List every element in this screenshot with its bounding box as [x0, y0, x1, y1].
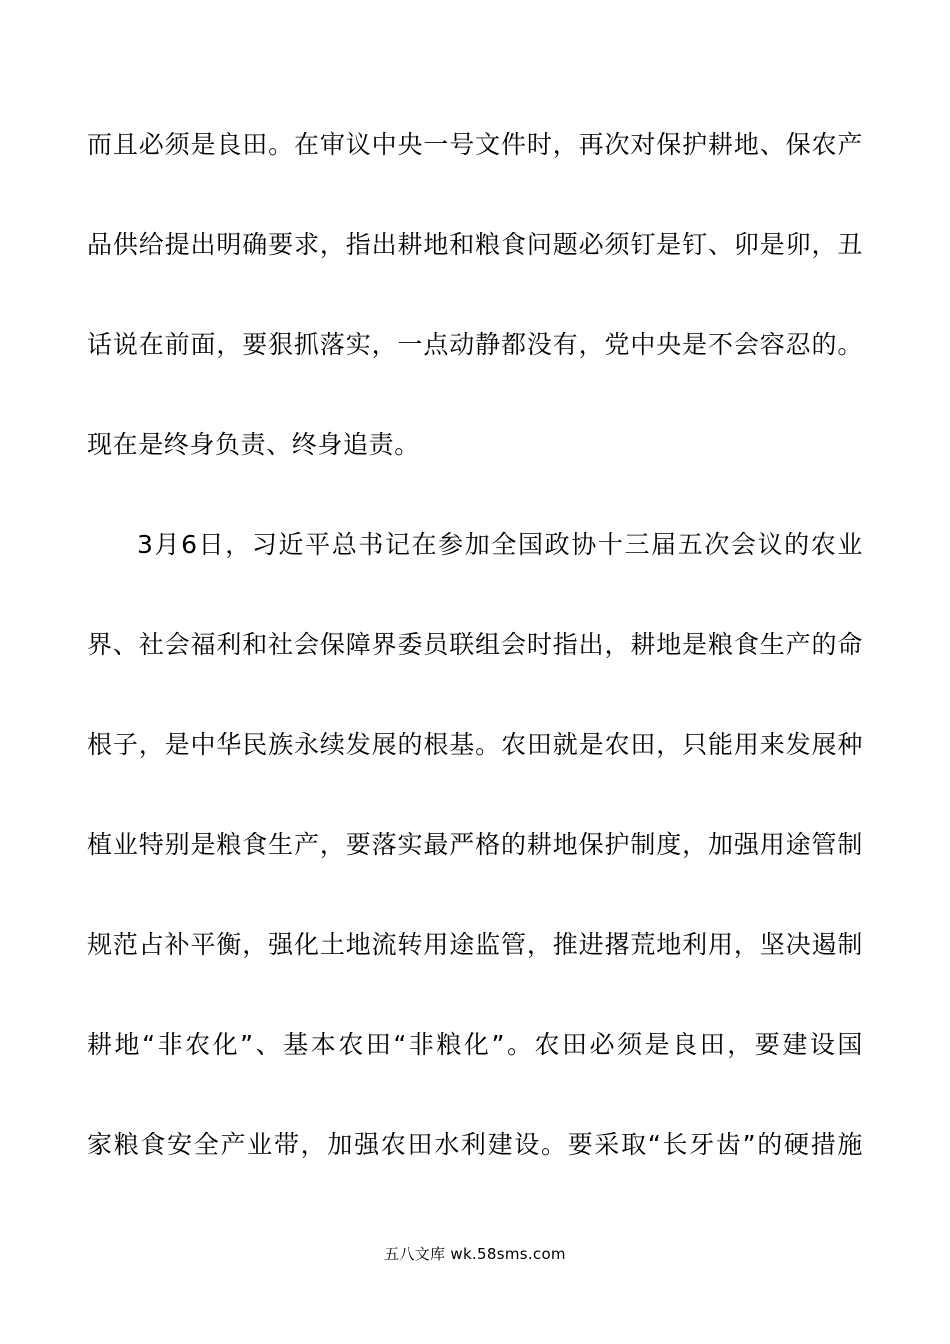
text-line-2: 品供给提出明确要求，指出耕地和粮食问题必须钉是钉、卯是卯，丑	[87, 230, 863, 259]
text-line-1: 而且必须是良田。在审议中央一号文件时，再次对保护耕地、保农产	[87, 130, 863, 159]
text-line-11: 家粮食安全产业带，加强农田水利建设。要采取“长牙齿”的硬措施	[87, 1130, 863, 1159]
text-line-10: 耕地“非农化”、基本农田“非粮化”。农田必须是良田，要建设国	[87, 1030, 863, 1059]
text-line-4: 现在是终身负责、终身追责。	[87, 430, 420, 459]
text-line-8: 植业特别是粮食生产，要落实最严格的耕地保护制度，加强用途管制	[87, 830, 863, 859]
text-line-6: 界、社会福利和社会保障界委员联组会时指出，耕地是粮食生产的命	[87, 630, 863, 659]
text-line-5: 3月6日，习近平总书记在参加全国政协十三届五次会议的农业	[137, 530, 863, 559]
page-footer: 五八文库 wk.58sms.com	[384, 1245, 566, 1263]
text-line-9: 规范占补平衡，强化土地流转用途监管，推进撂荒地利用，坚决遏制	[87, 930, 863, 959]
text-line-7: 根子，是中华民族永续发展的根基。农田就是农田，只能用来发展种	[87, 730, 863, 759]
text-line-3: 话说在前面，要狠抓落实，一点动静都没有，党中央是不会容忍的。	[87, 330, 863, 359]
